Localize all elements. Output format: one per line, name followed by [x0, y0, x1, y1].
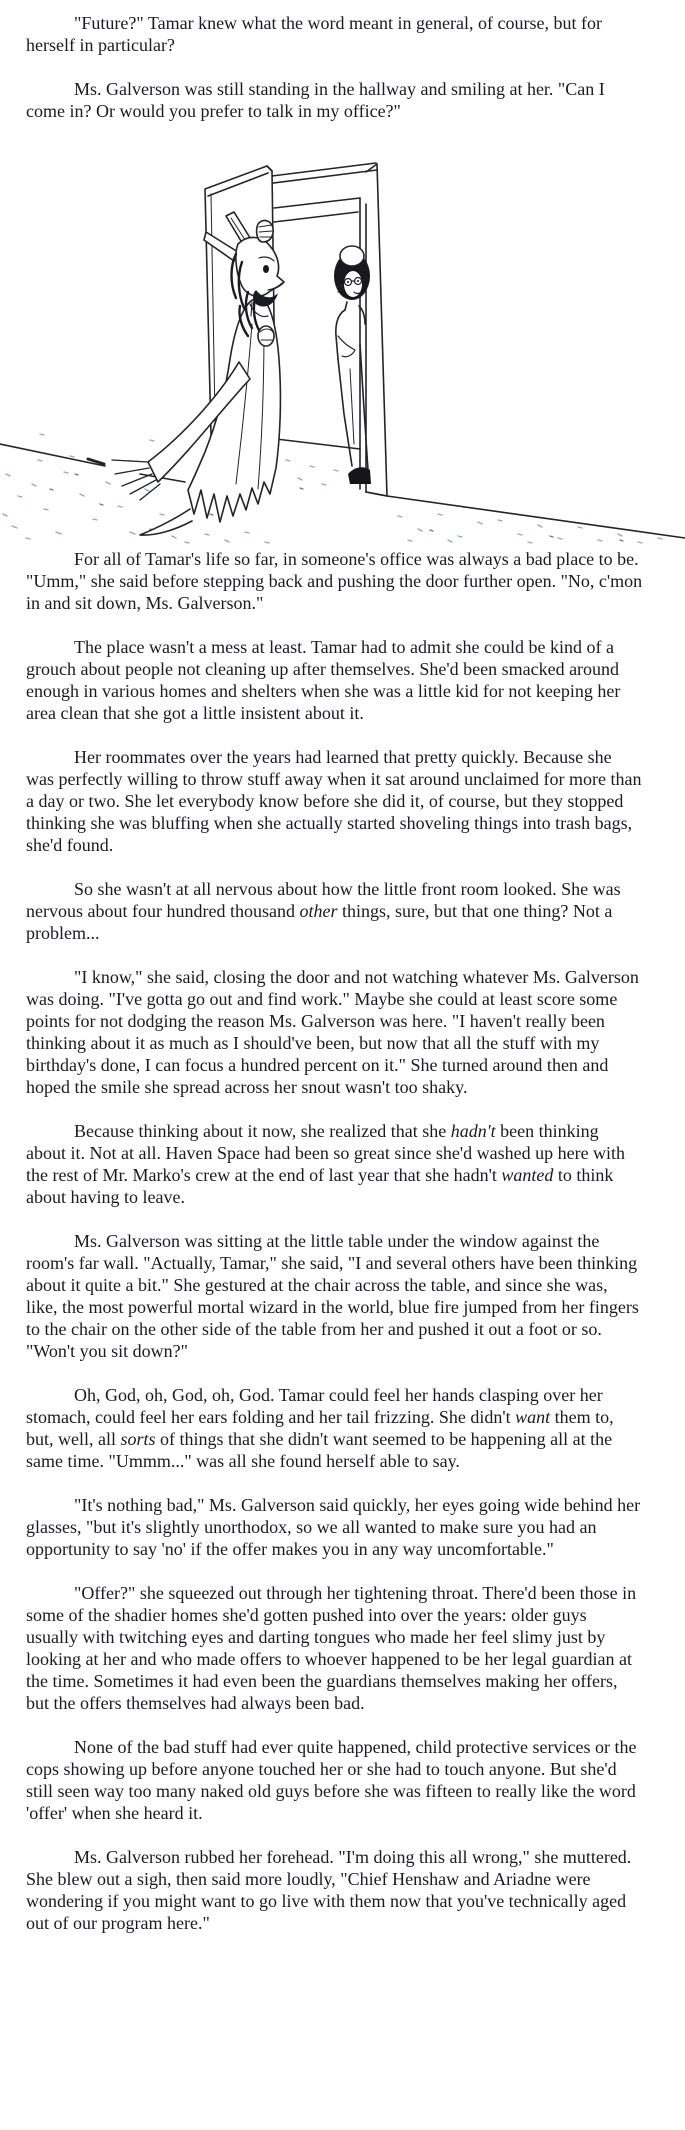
text-run: Ms. Galverson rubbed her forehead. "I'm doing this all wrong," she muttered. She blew out a sigh, then said more loudly, "Chief Henshaw and Ariadne were wondering if you might want to go live with them now that you've technically aged out of our program here."	[26, 1847, 632, 1933]
text-run: None of the bad stuff had ever quite happened, child protective services or the cops showing up before anyone touched her or she had to touch anyone. But she'd still seen way too many naked old guys before she was fifteen to really like the word 'offer' when she heard it.	[26, 1737, 637, 1823]
text-run: So she wasn't at all nervous about how the little front room looked. She was nervous about four hundred thousand	[26, 879, 621, 921]
text-run: Her roommates over the years had learned that pretty quickly. Because she was perfectly willing to throw stuff away when it sat around unclaimed for more than a day or two. She let everybody know before she did it, of course, but they stopped thinking she was bluffing when she actually started shoveling things into trash bags, she'd found.	[26, 747, 642, 855]
story-paragraph	[26, 12, 643, 56]
text-run: "I know," she said, closing the door and not watching whatever Ms. Galverson was doing. "I've gotta go out and find work." Maybe she could at least score some points for not dodging the reason Ms. Galverson was here. "I haven't really been thinking about it as much as I should've been, but now that all the stuff with my birthday's done, I can focus a hundred percent on it." She turned around then and hoped the smile she spread across her snout wasn't too shaky.	[26, 967, 639, 1097]
story-paragraph	[26, 636, 643, 724]
doorway-illustration	[0, 144, 685, 546]
italic-text-run: sorts	[120, 1429, 156, 1449]
text-run: things, sure, but that one thing? Not a problem...	[26, 901, 613, 943]
story-paragraph	[26, 1384, 643, 1472]
text-run: been thinking about it. Not at all. Haven Space had been so great since she'd washed up here with the rest of Mr. Marko's crew at the end of last year that she hadn't	[26, 1121, 626, 1185]
text-run: "It's nothing bad," Ms. Galverson said quickly, her eyes going wide behind her glasses, "but it's slightly unorthodox, so we all wanted to make sure you had an opportunity to say 'no' if the offer makes you in any way uncomfortable."	[26, 1495, 641, 1559]
text-run: "Future?" Tamar knew what the word meant in general, of course, but for herself in particular?	[26, 13, 602, 55]
rabbit-character	[112, 212, 284, 535]
text-before-illustration	[26, 12, 643, 122]
text-run: "Offer?" she squeezed out through her tightening throat. There'd been those in some of the shadier homes she'd gotten pushed into over the years: older guys usually with twitching eyes and darting tongues who made her feel slimy just by looking at her and who made offers to whoever happened to be her legal guardian at the time. Sometimes it had even been the guardians themselves making her offers, but the offers themselves had always been bad.	[26, 1583, 637, 1713]
text-run: The place wasn't a mess at least. Tamar had to admit she could be kind of a grouch about people not cleaning up after themselves. She'd been smacked around enough in various homes and shelters when she was a little kid for not keeping her area clean that she got a little insistent about it.	[26, 637, 621, 723]
text-run: Ms. Galverson was still standing in the hallway and smiling at her. "Can I come in? Or would you prefer to talk in my office?"	[26, 79, 605, 121]
italic-text-run: wanted	[501, 1165, 554, 1185]
text-run: Because thinking about it now, she realized that she	[74, 1121, 451, 1141]
story-paragraph	[26, 1582, 643, 1714]
story-paragraph	[26, 1230, 643, 1362]
text-run: to think about having to leave.	[26, 1165, 614, 1207]
story-paragraph	[26, 966, 643, 1098]
text-run: Ms. Galverson was sitting at the little table under the window against the room's far wall. "Actually, Tamar," she said, "I and several others have been thinking about it quite a bit." She gestured at the chair across the table, and since she was, like, the most powerful mortal wizard in the world, blue fire jumped from her fingers to the chair on the other side of the table from her and pushed it out a foot or so. "Won't you sit down?"	[26, 1231, 639, 1361]
italic-text-run: hadn't	[450, 1121, 496, 1141]
floor	[0, 434, 685, 543]
text-run: them to, but, well, all	[26, 1407, 614, 1449]
text-run: Oh, God, oh, God, oh, God. Tamar could feel her hands clasping over her stomach, could feel her ears folding and her tail frizzing. She didn't	[26, 1385, 603, 1427]
italic-text-run: want	[515, 1407, 551, 1427]
story-paragraph	[26, 1846, 643, 1934]
text-run: of things that she didn't want seemed to be happening all at the same time. "Ummm..." was all she found herself able to say.	[26, 1429, 613, 1471]
text-run: For all of Tamar's life so far, in someone's office was always a bad place to be. "Umm," she said before stepping back and pushing the door further open. "No, c'mon in and sit down, Ms. Galverson."	[26, 549, 643, 613]
shoe	[348, 467, 371, 484]
italic-text-run: other	[299, 901, 338, 921]
story-paragraph	[26, 1120, 643, 1208]
story-paragraph	[26, 78, 643, 122]
story-paragraph	[26, 548, 643, 614]
text-after-illustration	[26, 548, 643, 1934]
story-paragraph	[26, 878, 643, 944]
rabbit-eye	[263, 265, 269, 273]
story-paragraph	[26, 1736, 643, 1824]
story-paragraph	[26, 746, 643, 856]
story-paragraph	[26, 1494, 643, 1560]
doorway-illustration-svg	[0, 144, 685, 546]
